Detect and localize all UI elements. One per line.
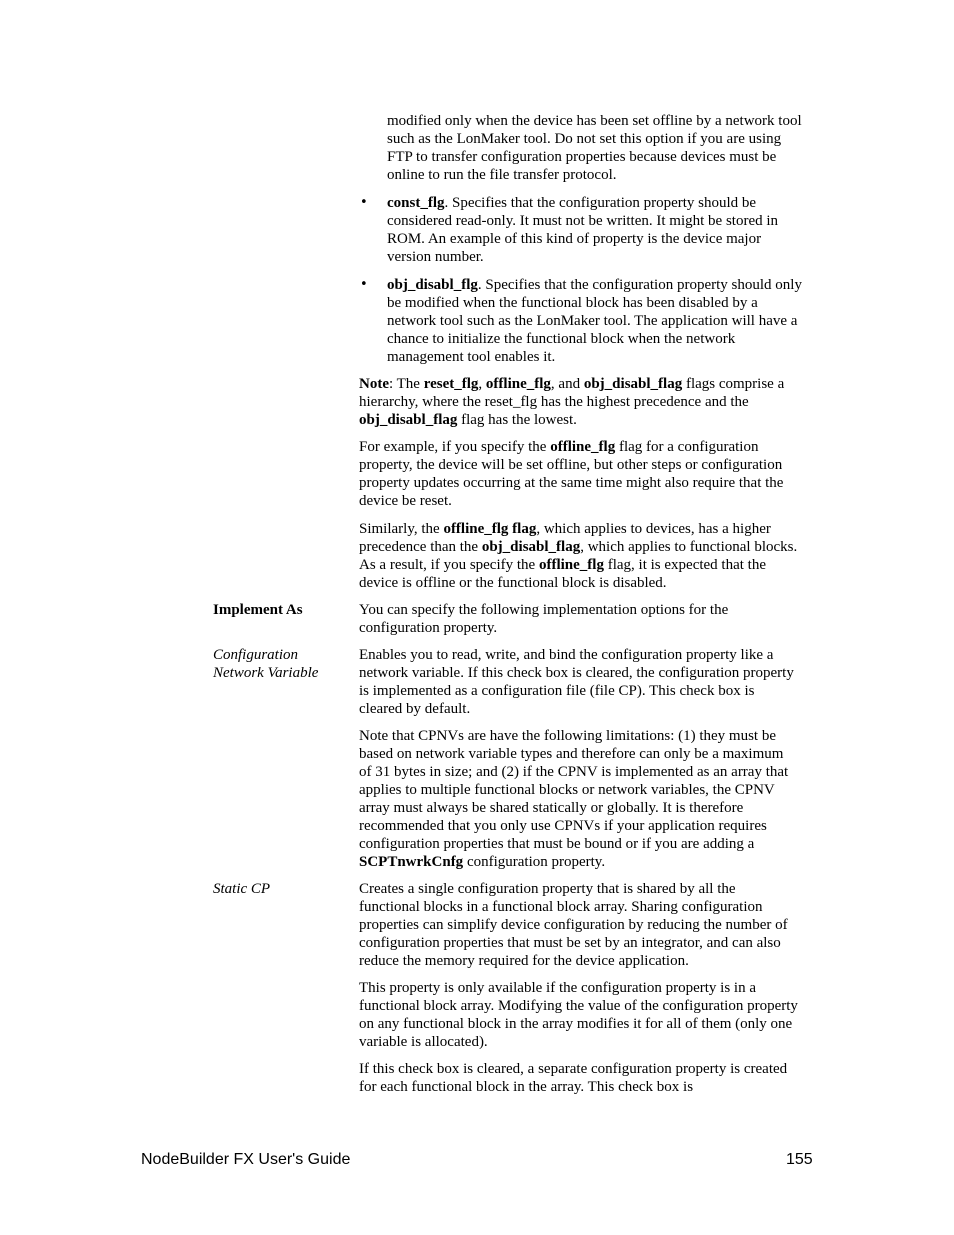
implement-as-label: Implement As — [213, 602, 303, 618]
note-paragraph: Note: The reset_flg, offline_flg, and obj_disabl_flag flags comprise a hierarchy, where the reset_flg has the highest precedence and the obj_disabl_flag flag has the lowest. — [359, 376, 785, 428]
term-obj-disabl-flg: obj_disabl_flg — [387, 277, 478, 293]
static-cp-description: Creates a single configuration property that is shared by all the functional blocks in a functional block array. Sharing configuration properties can simplify device configuration by reducing the number of configuration properties that must be set by an integrator, and can also reduce the memory required for the device application. — [359, 881, 788, 969]
bullet-obj-disabl-flg-marker: • — [360, 277, 368, 292]
footer-guide-title: NodeBuilder FX User's Guide — [141, 1151, 351, 1168]
similarly-paragraph: Similarly, the offline_flg flag, which applies to devices, has a higher precedence than the obj_disabl_flag, which applies to functional blocks. As a result, if you specify the offline_flg flag, it is expected that the device is offline or the functional block is disabled. — [359, 521, 798, 591]
implement-as-description: You can specify the following implementation options for the configuration property. — [359, 602, 729, 636]
bullet-obj-disabl-flg — [387, 276, 802, 366]
static-cp-cleared-paragraph: If this check box is cleared, a separate configuration property is created for each functional block in the array. This check box is — [359, 1061, 788, 1095]
const-flg-description: . Specifies that the configuration property should be considered read-only. It must not be written. It might be stored in ROM. An example of this kind of property is the device major version number. — [387, 195, 779, 265]
footer-page-number: 155 — [786, 1151, 813, 1168]
bullet-const-flg — [387, 194, 802, 266]
configuration-network-variable-description: Enables you to read, write, and bind the configuration property like a network variable. If this check box is cleared, the configuration property is implemented as a configuration file (file CP). This check box is cleared by default. — [359, 647, 794, 717]
static-cp-label: Static CP — [213, 881, 271, 897]
example-paragraph: For example, if you specify the offline_flg flag for a configuration property, the device will be set offline, but other steps or configuration property updates occurring at the same time might also require that the device be reset. — [359, 439, 784, 509]
note-label: Note — [359, 376, 389, 392]
scptnwrkcnfg-term: SCPTnwrkCnfg — [359, 854, 464, 870]
configuration-network-variable-label: Configuration Network Variable — [213, 647, 319, 681]
static-cp-availability-paragraph: This property is only available if the configuration property is in a functional block array. Modifying the value of the configuration property on any functional block in the array modifies it for all of them (only one variable is allocated). — [359, 980, 798, 1050]
cpnv-limitations-paragraph: Note that CPNVs are have the following limitations: (1) they must be based on network variable types and therefore can only be a maximum of 31 bytes in size; and (2) if the CPNV is implemented as an array that applies to multiple functional blocks or network variables, the CPNV array must always be shared statically or globally. It is therefore recommended that you only use CPNVs if your application requires configuration properties that must be bound or if you are adding a SCPTnwrkCnfg configuration property. — [359, 728, 789, 870]
term-const-flg: const_flg — [387, 195, 445, 211]
bullet-const-flg-marker: • — [360, 195, 368, 210]
intro-continuation: modified only when the device has been set offline by a network tool such as the LonMaker tool. Do not set this option if you are using FTP to transfer configuration properties because devices must be online to run the file transfer protocol. — [387, 113, 802, 183]
obj-disabl-flg-description: . Specifies that the configuration property should only be modified when the functional block has been disabled by a network tool such as the LonMaker tool. The application will have a chance to initialize the functional block when the network management tool enables it. — [387, 277, 802, 365]
